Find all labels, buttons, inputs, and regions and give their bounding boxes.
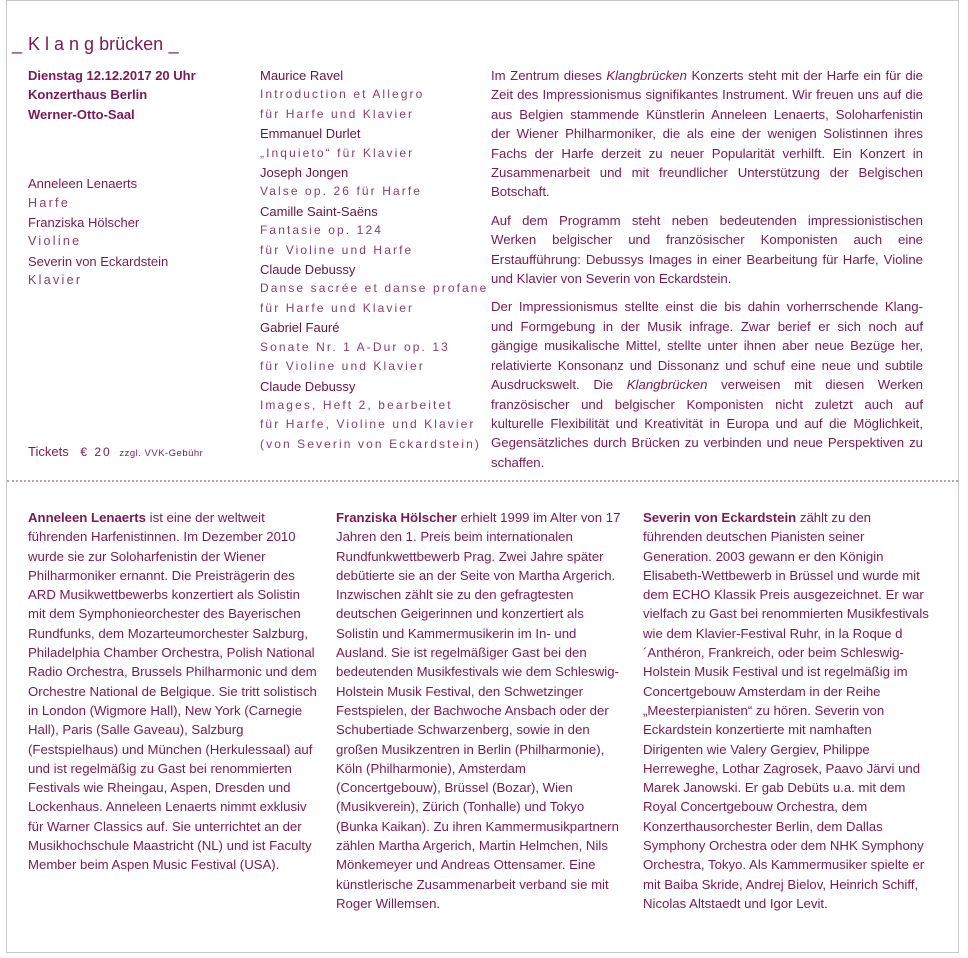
intro-text: verweisen mit diesen Werken französischer und belgischer Komponisten nicht zuletzt auch auf kulturelle Flexibilität und Kreativität in Europa und auf die Möglichkeit, Gegensätzliches durch Brücken zu verbinden und neue Perspektiven zu schaffen. — [491, 377, 923, 470]
program-composer: Emmanuel Durlet — [260, 126, 361, 142]
intro-text: Der Impressionismus stellte einst die bis dahin vorherrschende Klang- und Formgebung in der Musik infrage. Zwar berief er sich noch auf gängige musikalische Mittel, stellte unter ihnen aber neue Bezüge her, relativierte Konsonanz und Dissonanz und schuf eine neue und subtile Ausdruckswelt. Die — [491, 299, 923, 393]
program-work: für Violine und Harfe — [260, 242, 414, 257]
brand-dash-right: _ — [168, 34, 180, 54]
program-work: für Harfe und Klavier — [260, 106, 415, 121]
brand-dash-left: _ — [12, 34, 23, 54]
brand-part-1: Klang — [28, 34, 100, 54]
bio-name: Anneleen Lenaerts — [28, 510, 146, 525]
bio-name: Franziska Hölscher — [336, 510, 457, 525]
spacer — [28, 163, 243, 174]
program-composer: Claude Debussy — [260, 262, 356, 278]
bio-franziska-hoelscher — [336, 508, 626, 913]
program-work: für Violine und Klavier — [260, 359, 425, 374]
bio-text: zählt zu den führenden deutschen Pianisten seiner Generation. 2003 gewann er den Königin Elisabeth-Wettbewerb in Brüssel und wurde mit dem ECHO Klassik Preis ausgezeichnet. Er war vielfach zu Gast bei renommierten Musikfestivals wie dem Klavier-Festival Ruhr, in la Roque d´Anthéron, Frankreich, oder beim Schleswig-Holstein Musik Festival und ist regelmäßig im Concertgebouw Amsterdam in der Reihe „Meesterpianisten“ zu hören. Severin von Eckardstein konzertierte mit namhaften Dirigenten wie Valery Gergiev, Philippe Herreweghe, Lothar Zagrosek, Paavo Järvi und Marek Janowski. Er gab Debüts u.a. mit dem Royal Concertgebouw Orchestra, dem Konzerthausorchester Berlin, dem Dallas Symphony Orchestra oder dem NHK Symphony Orchestra, Tokyo. Als Kammermusiker spielte er mit Baiba Skride, Andrej Bielov, Heinrich Schiff, Nicolas Altstaedt und Igor Levit. — [643, 510, 929, 911]
performer-role: Violine — [28, 234, 82, 249]
program-work: für Harfe und Klavier — [260, 300, 415, 315]
performer-name: Severin von Eckardstein — [28, 253, 169, 269]
intro-paragraph — [491, 297, 923, 472]
bio-anneleen-lenaerts — [28, 508, 318, 875]
spacer — [28, 124, 243, 163]
intro-paragraph: Auf dem Programm steht neben bedeutenden impressionistischen Werken belgischer und französischer Komponisten auch eine Erstaufführung: Debussys Images in einer Bearbeitung für Harfe, Violine und Klavier von Severin von Eckardstein. — [491, 212, 923, 287]
intro-emphasis: Klangbrücken — [606, 68, 687, 83]
performer-role: Klavier — [28, 273, 83, 288]
dotted-divider — [7, 480, 958, 482]
intro-text: Konzerts steht mit der Harfe ein für die Zeit des Impressionismus signifikantes Instrument. Wir freuen uns auf die aus Belgien stammende Künstlerin Anneleen Lenaerts, Soloharfenistin der Wiener Philharmoniker, die als eine der wenigen Solistinnen ihres Fachs der Harfe derzeit zu neuer Popularität verhilft. Ein Konzert in Zusammenarbeit und mit freundlicher Unterstützung der Belgischen Botschaft. — [491, 68, 923, 200]
program-work: „Inquieto“ für Klavier — [260, 145, 415, 160]
bio-text: ist eine der weltweit führenden Harfenistinnen. Im Dezember 2010 wurde sie zur Soloharfenistin der Wiener Philharmoniker ernannt. Die Preisträgerin des ARD Musikwettbewerbs konzertiert als Solistin mit dem Symphonieorchester des Bayerischen Rundfunks, dem Mozarteumorchester Salzburg, Philadelphia Chamber Orchestra, Polish National Radio Orchestra, Brussels Philharmonic und dem Orchestre National de Belgique. Sie tritt solistisch in London (Wigmore Hall), New York (Carnegie Hall), Paris (Salle Gaveau), Salzburg (Festspielhaus) und München (Herkulessaal) auf und ist regelmäßig zu Gast bei renommierten Festivals wie Rheingau, Aspen, Dresden und Lockenhaus. Anneleen Lenaerts nimmt exklusiv für Warner Classics auf. Sie unterrichtet an der Musikhochschule Maastricht (NL) und ist Faculty Member beim Aspen Music Festival (USA). — [28, 510, 317, 873]
event-date: Dienstag 12.12.2017 20 Uhr — [28, 68, 196, 83]
program-work: für Harfe, Violine und Klavier — [260, 417, 476, 432]
program-composer: Camille Saint-Saëns — [260, 203, 378, 219]
bio-name: Severin von Eckardstein — [643, 510, 797, 525]
intro-text: Im Zentrum dieses — [491, 68, 607, 83]
program-composer: Joseph Jongen — [260, 165, 349, 181]
program-composer: Maurice Ravel — [260, 68, 344, 83]
performer-name: Anneleen Lenaerts — [28, 176, 138, 192]
intro-emphasis: Klangbrücken — [626, 377, 708, 393]
program-work: Introduction et Allegro — [260, 87, 425, 102]
tickets-note: zzgl. VVK-Gebühr — [119, 448, 204, 459]
event-info-column — [28, 66, 243, 291]
tickets-price: € 20 — [80, 445, 112, 459]
tickets-info — [28, 444, 203, 459]
event-hall: Werner-Otto-Saal — [28, 106, 135, 122]
program-work: Images, Heft 2, bearbeitet — [260, 397, 453, 412]
bio-severin-von-eckardstein — [643, 508, 933, 913]
program-work: Fantasie op. 124 — [260, 223, 383, 238]
program-work: Sonate Nr. 1 A-Dur op. 13 — [260, 339, 450, 354]
brand-part-2: brücken — [99, 34, 164, 54]
intro-paragraph — [491, 66, 923, 202]
program-work: Valse op. 26 für Harfe — [260, 184, 423, 199]
program-composer: Gabriel Fauré — [260, 320, 340, 336]
program-work: Danse sacrée et danse profane — [260, 281, 489, 296]
intro-text-column — [491, 66, 923, 481]
event-venue: Konzerthaus Berlin — [28, 87, 148, 103]
program-column — [260, 66, 489, 454]
bio-text: erhielt 1999 im Alter von 17 Jahren den 1. Preis beim internationalen Rundfunkwettbewerb Prag. Zwei Jahre später debütierte sie an der Seite von Martha Argerich. Inzwischen zählt sie zu den gefragtesten deutschen Geigerinnen und konzertiert als Solistin und Kammermusikerin im In- und Ausland. Sie ist regelmäßiger Gast bei den bedeutenden Musikfestivals wie dem Schleswig-Holstein Musik Festival, den Schwetzinger Festspielen, der Bachwoche Ansbach oder der Schubertiade Schwarzenberg, sowie in den großen Musikzentren in Berlin (Philharmonie), Köln (Philharmonie), Amsterdam (Concertgebouw), Brüssel (Bozar), Wien (Musikverein), Zürich (Tonhalle) und Tokyo (Bunka Kaikan). Zu ihren Kammermusikpartnern zählen Martha Argerich, Martin Helmchen, Nils Mönkemeyer und Andreas Ottensamer. Eine künstlerische Zusammenarbeit verband sie mit Roger Willemsen. — [336, 510, 621, 911]
program-work: (von Severin von Eckardstein) — [260, 436, 481, 451]
program-composer: Claude Debussy — [260, 378, 356, 394]
tickets-label: Tickets — [28, 444, 69, 459]
brand-title — [12, 34, 179, 55]
performer-name: Franziska Hölscher — [28, 215, 140, 231]
performer-role: Harfe — [28, 195, 71, 210]
